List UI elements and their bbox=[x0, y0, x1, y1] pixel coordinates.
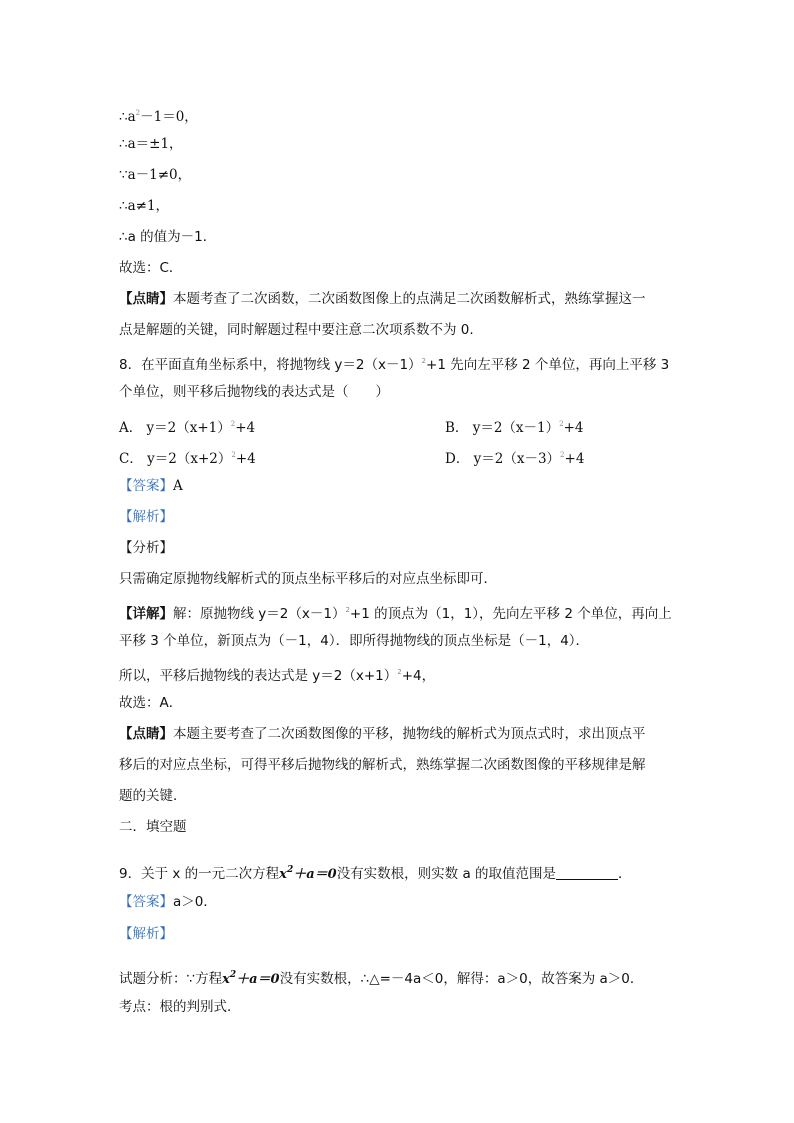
option-d bbox=[445, 446, 584, 468]
text: A． y＝2（x+1） bbox=[119, 420, 231, 436]
text: +4 bbox=[563, 420, 584, 436]
solution-line-5: ∴a 的值为－1． bbox=[119, 229, 217, 245]
q8-detail-line-1 bbox=[119, 601, 672, 623]
text: －1＝0， bbox=[140, 109, 198, 125]
solution-line-3: ∵a－1≠0， bbox=[119, 167, 192, 183]
superscript: 2 bbox=[231, 451, 236, 459]
q9-kaodian: 考点：根的判别式． bbox=[119, 999, 241, 1015]
note-label: 【点睛】 bbox=[119, 291, 173, 307]
superscript: 2 bbox=[345, 606, 350, 614]
solution-line-1 bbox=[119, 104, 198, 126]
superscript: 2 bbox=[286, 865, 294, 875]
detail-label: 【详解】 bbox=[119, 606, 173, 622]
solution-line-4: ∴a≠1， bbox=[119, 198, 170, 214]
text: +1 先向左平移 2 个单位，再向上平移 3 bbox=[426, 357, 670, 373]
q8-note-line-1 bbox=[119, 725, 646, 743]
q8-detail-line-3 bbox=[119, 663, 435, 685]
text: +4 bbox=[235, 420, 256, 436]
text: ＋a＝0 bbox=[293, 867, 337, 882]
superscript: 2 bbox=[397, 668, 402, 676]
equation-image bbox=[279, 867, 337, 882]
answer-label: 【答案】 bbox=[119, 478, 173, 494]
text: x bbox=[222, 972, 230, 987]
text: +4， bbox=[401, 668, 436, 684]
q8-answer bbox=[119, 477, 183, 495]
text: ＋a＝0 bbox=[236, 972, 280, 987]
superscript: 2 bbox=[559, 420, 564, 428]
q8-note-line-2: 移后的对应点坐标，可得平移后抛物线的解析式，熟练掌握二次函数图像的平移规律是解 bbox=[119, 757, 646, 773]
equation-image bbox=[222, 972, 280, 987]
note-line-2: 点是解题的关键，同时解题过程中要注意二次项系数不为 0. bbox=[119, 322, 474, 338]
text: +4 bbox=[564, 451, 585, 467]
option-a bbox=[119, 415, 255, 437]
solution-line-2: ∴a＝±1， bbox=[119, 136, 183, 152]
text: D． y＝2（x－3） bbox=[445, 451, 561, 467]
text: 没有实数根，则实数 a 的取值范围是 bbox=[336, 866, 557, 882]
choose-line: 故选：C． bbox=[119, 260, 183, 276]
q8-stem-line-2: 个单位，则平移后抛物线的表达式是（ ） bbox=[119, 384, 389, 400]
text: 没有实数根，∴△=－4a＜0，解得：a＞0，故答案为 a＞0． bbox=[279, 971, 644, 987]
answer-label: 【答案】 bbox=[119, 894, 173, 910]
superscript: 2 bbox=[560, 451, 565, 459]
text: 本题考查了二次函数，二次函数图像上的点满足二次函数解析式，熟练掌握这一 bbox=[173, 291, 646, 307]
q8-fenxi-text: 只需确定原抛物线解析式的顶点坐标平移后的对应点坐标即可． bbox=[119, 571, 497, 587]
q9-stem bbox=[119, 861, 632, 884]
q8-analysis-label: 【解析】 bbox=[119, 509, 173, 525]
option-c bbox=[119, 446, 256, 468]
text: B． y＝2（x－1） bbox=[445, 420, 560, 436]
text: 9．关于 x 的一元二次方程 bbox=[119, 866, 280, 882]
q9-analysis-label: 【解析】 bbox=[119, 926, 173, 942]
text: 本题主要考查了二次函数图像的平移，抛物线的解析式为顶点式时，求出顶点平 bbox=[173, 726, 646, 742]
q8-note-line-3: 题的关键． bbox=[119, 788, 187, 804]
text: ∴a bbox=[119, 109, 136, 125]
superscript: 2 bbox=[230, 420, 236, 428]
q8-stem-line-1 bbox=[119, 352, 669, 374]
answer-blank bbox=[556, 865, 618, 880]
text: x bbox=[279, 867, 287, 882]
text: +1 的顶点为（1，1），先向左平移 2 个单位，再向上 bbox=[349, 606, 672, 622]
text: 解：原抛物线 y＝2（x－1） bbox=[173, 606, 346, 622]
superscript: 2 bbox=[421, 357, 427, 365]
section-title: 二．填空题 bbox=[119, 819, 187, 835]
superscript: 2 bbox=[229, 970, 237, 980]
text: C． y＝2（x+2） bbox=[119, 451, 232, 467]
note-label: 【点睛】 bbox=[119, 726, 173, 742]
option-b bbox=[445, 415, 584, 437]
q8-detail-line-2: 平移 3 个单位，新顶点为（－1，4）．即所得抛物线的顶点坐标是（－1，4）． bbox=[119, 633, 590, 649]
answer-value: A bbox=[173, 478, 183, 494]
text: 8．在平面直角坐标系中，将抛物线 y＝2（x－1） bbox=[119, 357, 422, 373]
note-line-1 bbox=[119, 290, 646, 308]
q8-fenxi-label: 【分析】 bbox=[119, 540, 173, 556]
text: 试题分析：∵方程 bbox=[119, 971, 223, 987]
text: ． bbox=[618, 866, 632, 882]
text: +4 bbox=[235, 451, 256, 467]
q9-analysis-text bbox=[119, 966, 643, 989]
text: 所以，平移后抛物线的表达式是 y＝2（x+1） bbox=[119, 668, 398, 684]
q9-answer bbox=[119, 893, 217, 911]
superscript: 2 bbox=[135, 109, 141, 117]
q8-choose: 故选：A． bbox=[119, 695, 183, 711]
answer-value: a＞0． bbox=[173, 894, 217, 910]
